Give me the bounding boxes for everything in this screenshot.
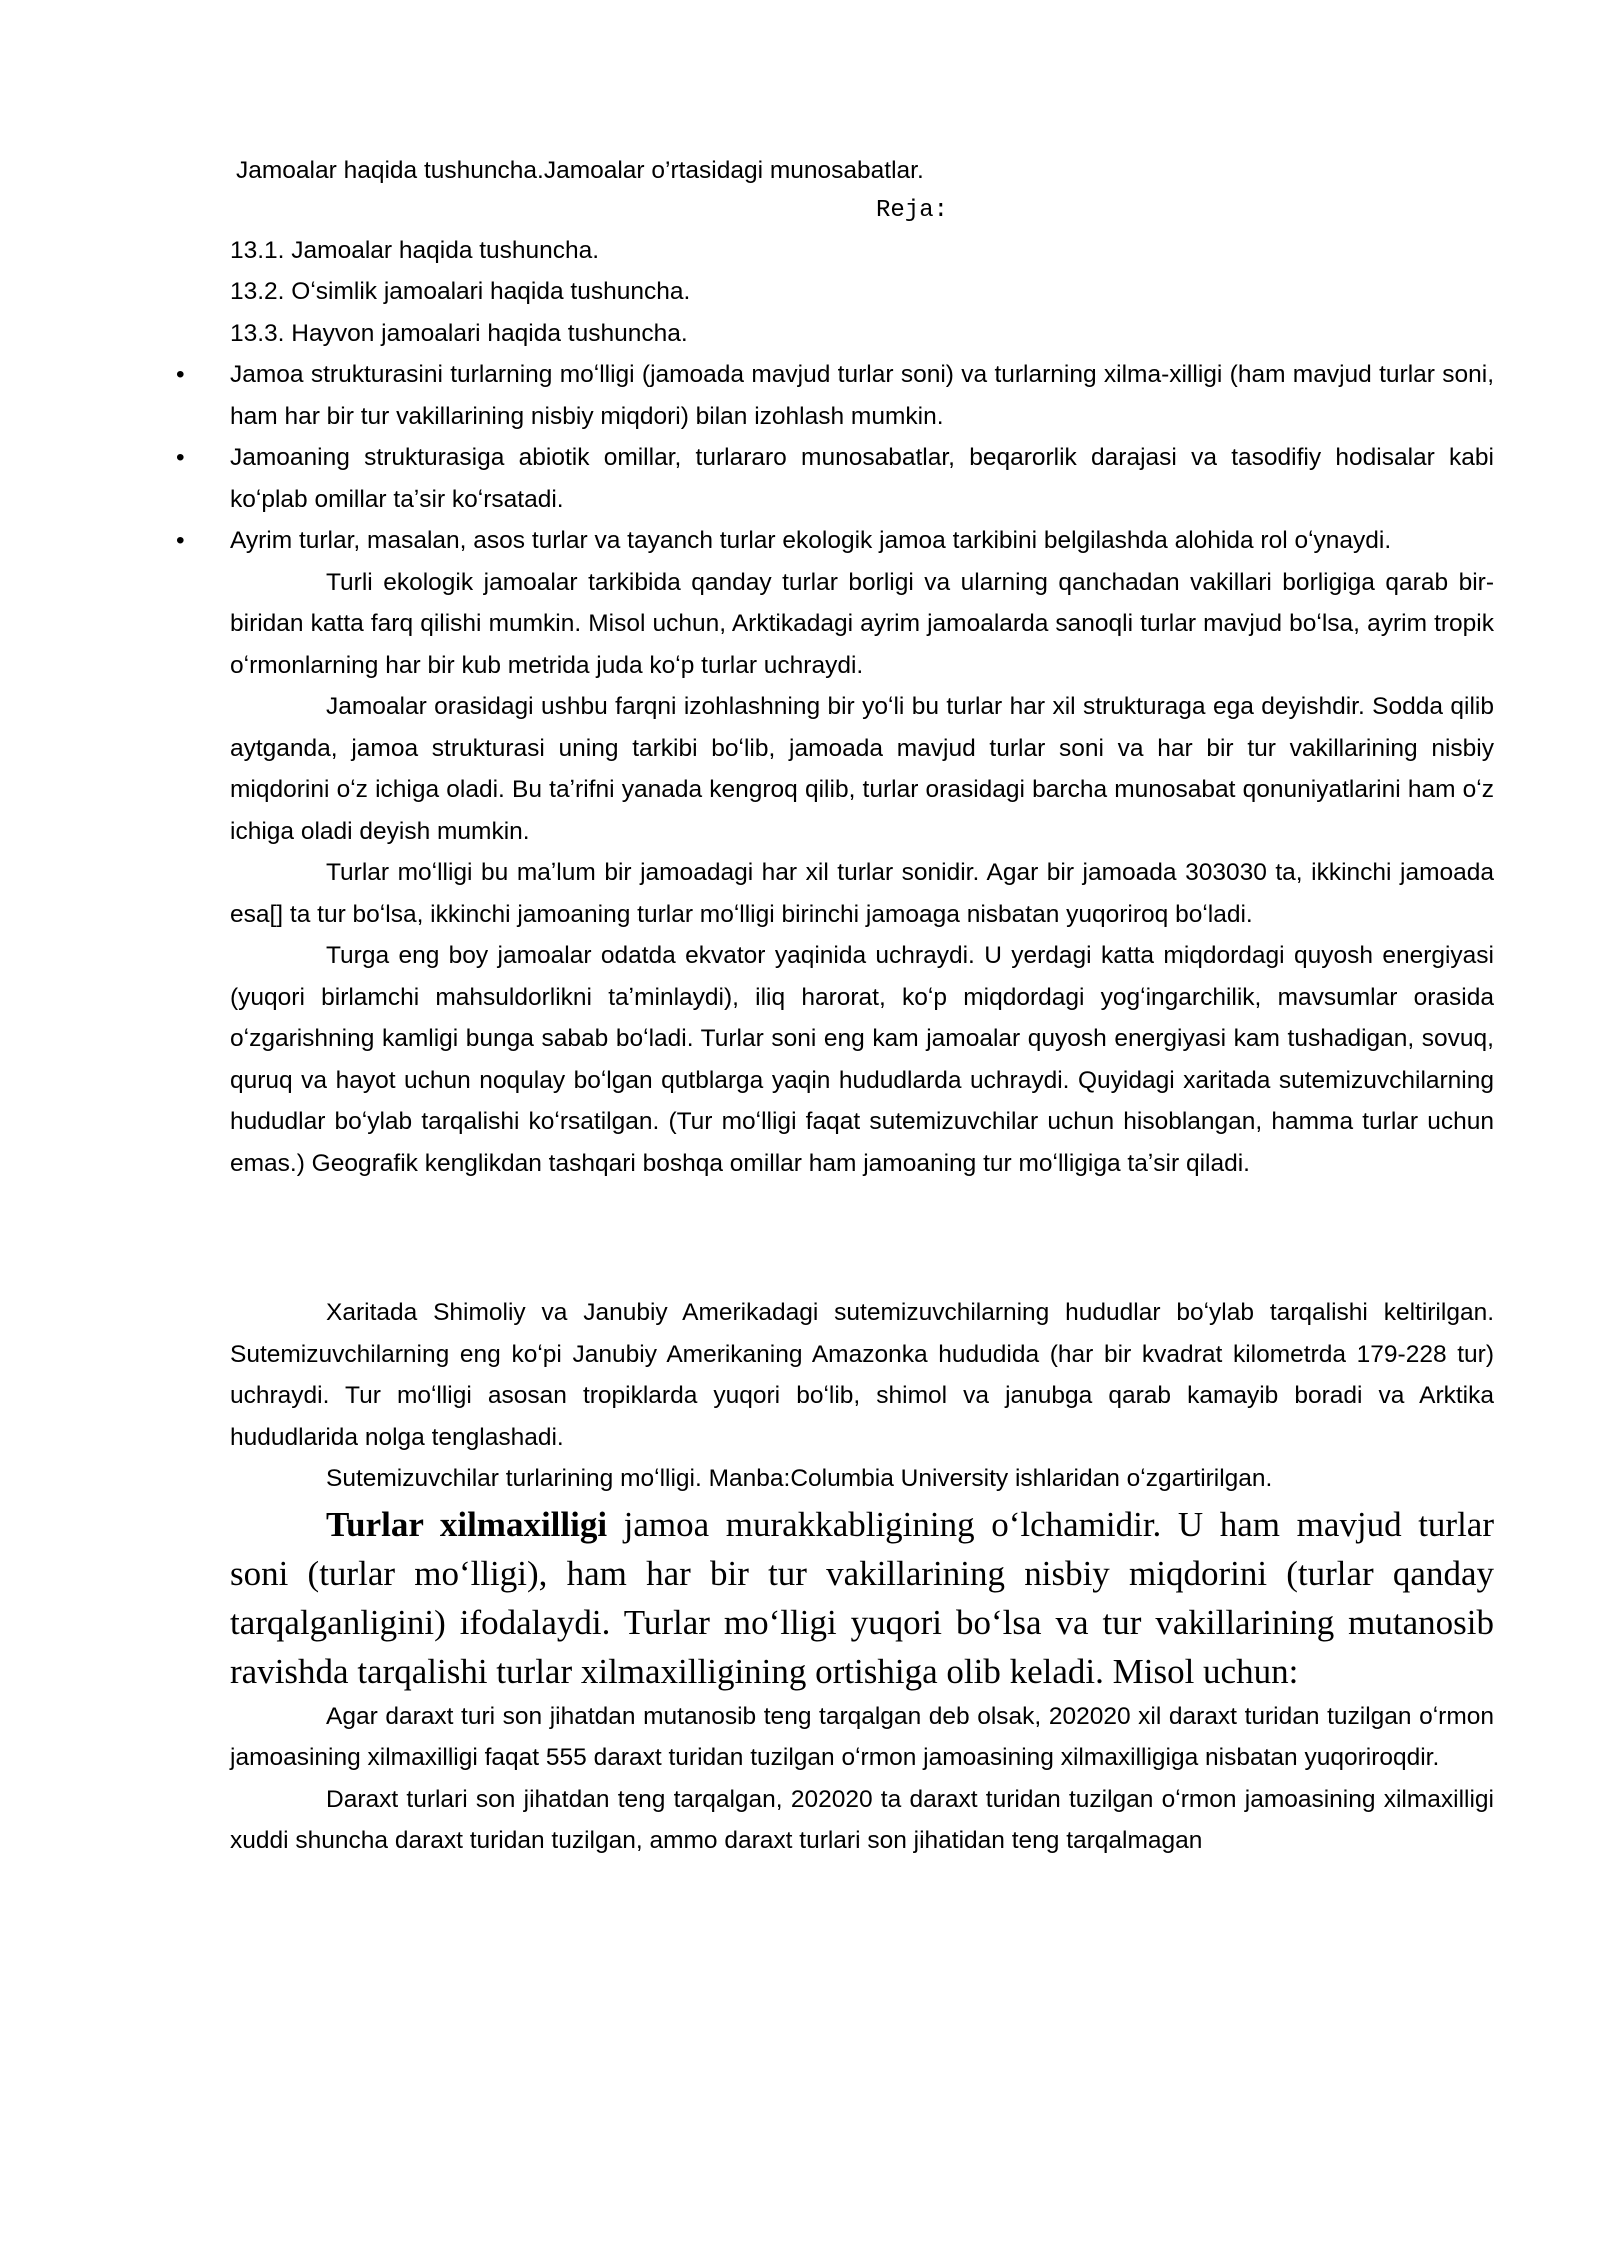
plan-item: 13.2. Oʻsimlik jamoalari haqida tushuncha. (230, 278, 691, 305)
document-body (176, 150, 1494, 1862)
bullet-text: Ayrim turlar, masalan, asos turlar va tayanch turlar ekologik jamoa tarkibini belgilashda alohida rol oʻynaydi. (230, 527, 1392, 554)
plan-item: 13.1. Jamoalar haqida tushuncha. (230, 236, 600, 264)
body-paragraph: Agar daraxt turi son jihatdan mutanosib teng tarqalgan deb olsak, 202020 xil daraxt turidan tuzilgan oʻrmon jamoasining xilmaxilligi faqat 555 daraxt turidan tuzilgan oʻrmon jamoasining xilmaxilligiga nisbatan yuqoriroqdir. (230, 1702, 1494, 1771)
bullet-item (176, 520, 1494, 562)
bullet-text: Jamoa strukturasini turlarning moʻlligi (jamoada mavjud turlar soni) va turlarning xilma-xilligi (ham mavjud turlar soni, ham har bir tur vakillarining nisbiy miqdori) bilan izohlash mumkin. (230, 361, 1494, 430)
map-description: Xaritada Shimoliy va Janubiy Amerikadagi sutemizuvchilarning hududlar boʻylab tarqalishi keltirilgan. Sutemizuvchilarning eng koʻpi Janubiy Amerikaning Amazonka hududida (har bir kvadrat kilometrda 179-228 tur) uchraydi. Tur moʻlligi asosan tropiklarda yuqori boʻlib, shimol va janubga qarab kamayib boradi va Arktika hududlarida nolga tenglashadi. (230, 1299, 1494, 1451)
body-paragraph: Turli ekologik jamoalar tarkibida qanday turlar borligi va ularning qanchadan vakillari borligiga qarab bir-biridan katta farq qilishi mumkin. Misol uchun, Arktikadagi ayrim jamoalarda sanoqli turlar mavjud boʻlsa, ayrim tropik oʻrmonlarning har bir kub metrida juda koʻp turlar uchraydi. (230, 568, 1494, 679)
body-paragraph: Turga eng boy jamoalar odatda ekvator yaqinida uchraydi. U yerdagi katta miqdordagi quyosh energiyasi (yuqori birlamchi mahsuldorlikni taʼminlaydi), iliq harorat, koʻp miqdordagi yogʻingarchilik, mavsumlar orasida oʻzgarishning kamligi bunga sabab boʻladi. Turlar soni eng kam jamoalar quyosh energiyasi kam tushadigan, sovuq, quruq va hayot uchun noqulay boʻlgan qutblarga yaqin hududlarda uchraydi. Quyidagi xaritada sutemizuvchilarning hududlar boʻylab tarqalishi koʻrsatilgan. (Tur moʻlligi faqat sutemizuvchilar uchun hisoblangan, hamma turlar uchun emas.) Geografik kenglikdan tashqari boshqa omillar ham jamoaning tur moʻlligiga taʼsir qiladi. (230, 942, 1494, 1177)
plan-item: 13.3. Hayvon jamoalari haqida tushuncha. (230, 319, 688, 347)
bullet-icon: • (176, 527, 185, 554)
diversity-paragraph (230, 1500, 1494, 1696)
bullet-icon: • (176, 444, 185, 471)
map-caption: Sutemizuvchilar turlarining moʻlligi. Manba:Columbia University ishlaridan oʻzgartirilgan. (326, 1465, 1273, 1492)
bullet-text: Jamoaning strukturasiga abiotik omillar, turlararo munosabatlar, beqarorlik darajasi va tasodifiy hodisalar kabi koʻplab omillar taʼsir koʻrsatadi. (230, 444, 1494, 513)
bullet-list (176, 354, 1494, 562)
diversity-text: jamoa murakkabligining oʻlchamidir. U ham mavjud turlar soni (turlar moʻlligi), ham har bir tur vakillarining nisbiy miqdorini (turlar qanday tarqalganligini) ifodalaydi. Turlar moʻlligi yuqori boʻlsa va tur vakillarining mutanosib ravishda tarqalishi turlar xilmaxilligining ortishiga olib keladi. Misol uchun: (230, 1504, 1494, 1691)
bullet-item (176, 354, 1494, 437)
body-paragraph: Daraxt turlari son jihatdan teng tarqalgan, 202020 ta daraxt turidan tuzilgan oʻrmon jamoasining xilmaxilligi xuddi shuncha daraxt turidan tuzilgan, ammo daraxt turlari son jihatidan teng tarqalmagan (230, 1785, 1494, 1854)
document-title: Jamoalar haqida tushuncha.Jamoalar o’rtasidagi munosabatlar. (236, 157, 924, 184)
bullet-icon: • (176, 361, 185, 388)
body-paragraph: Turlar moʻlligi bu maʼlum bir jamoadagi har xil turlar sonidir. Agar bir jamoada 303030 ta, ikkinchi jamoada esa[] ta tur boʻlsa, ikkinchi jamoaning turlar moʻlligi birinchi jamoaga nisbatan yuqoriroq boʻladi. (230, 859, 1494, 928)
body-paragraph: Jamoalar orasidagi ushbu farqni izohlashning bir yoʻli bu turlar har xil strukturaga ega deyishdir. Sodda qilib aytganda, jamoa strukturasi uning tarkibi boʻlib, jamoada mavjud turlar soni va har bir tur vakillarining nisbiy miqdorini oʻz ichiga oladi. Bu taʼrifni yanada kengroq qilib, turlar orasidagi barcha munosabat qonuniyatlarini ham oʻz ichiga oladi deyish mumkin. (230, 693, 1494, 845)
plan-label: Reja: (875, 196, 948, 224)
missing-map-space (230, 1184, 1494, 1292)
bullet-item (176, 437, 1494, 520)
diversity-term: Turlar xilmaxilligi (326, 1504, 608, 1544)
